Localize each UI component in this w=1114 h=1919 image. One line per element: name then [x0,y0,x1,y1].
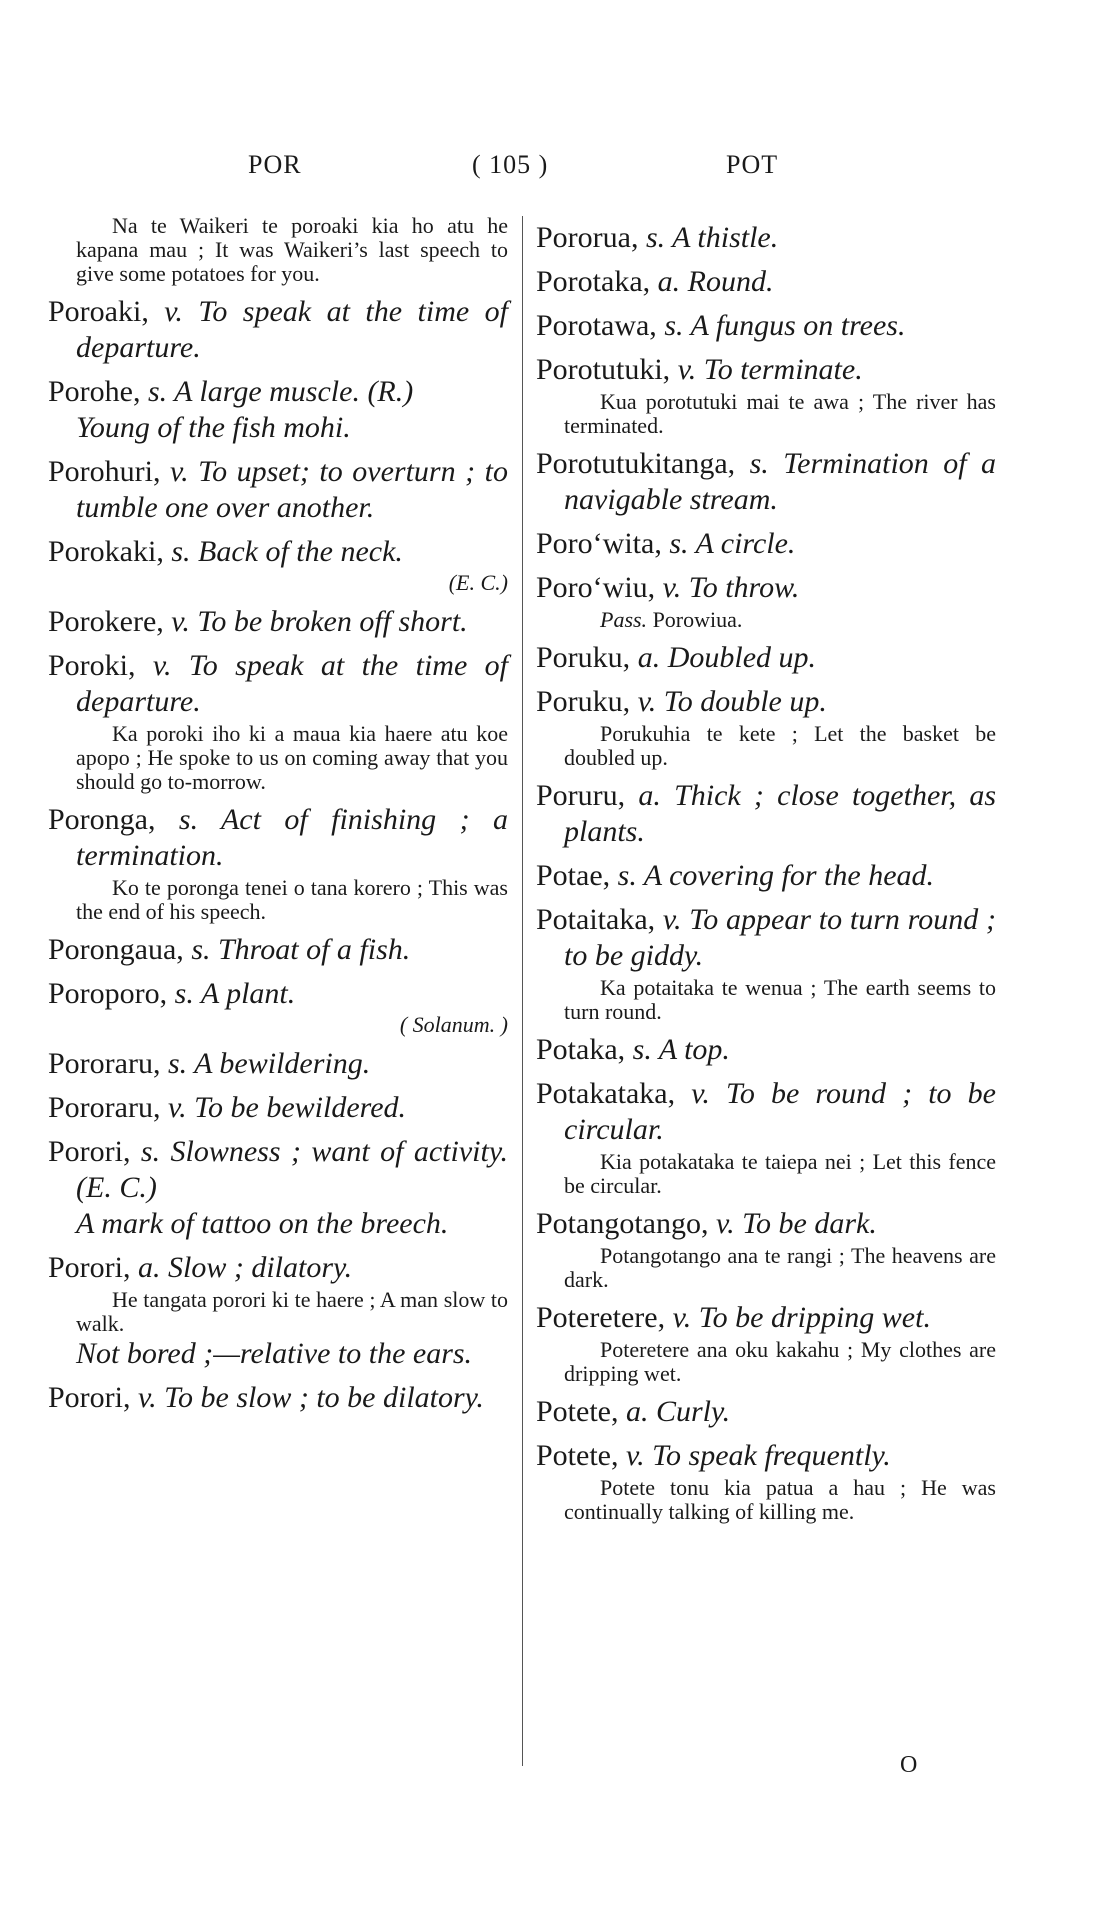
dictionary-entry [536,778,996,850]
entry-headword: Potaitaka, [536,903,656,936]
entry-definition: A top. [658,1033,730,1066]
entry-part-of-speech: v. [160,1091,195,1124]
usage-example: Potangotango ana te rangi ; The heavens are dark. [564,1243,996,1292]
entry-headword: Porongaua, [48,933,184,966]
entry-part-of-speech: s. [163,535,199,568]
entry-spacer [536,632,996,640]
entry-definition: To appear to turn round ; to be giddy. [564,903,996,972]
usage-example: Porukuhia te kete ; Let the basket be doubled up. [564,721,996,770]
dictionary-entry [536,526,996,562]
page-number: ( 105 ) [472,150,549,179]
entry-part-of-speech: s. [140,375,175,408]
entry-spacer [536,1386,996,1394]
entry-spacer [536,1068,996,1076]
entry-part-of-speech: a. [630,641,668,674]
usage-example: Ka poroki iho ki a maua kia haere atu koe apopo ; He spoke to us on coming away that you should go to-morrow. [76,721,508,794]
entry-headword: Poro‘wiu, [536,571,656,604]
entry-definition: Throat of a fish. [218,933,411,966]
entry-definition: To speak at the time of departure. [76,295,508,364]
entry-headword: Porotutuki, [536,353,671,386]
entry-spacer [48,1038,508,1046]
entry-definition: To speak at the time of departure. [76,649,508,718]
entry-spacer [48,640,508,648]
entry-part-of-speech: v. [630,685,664,718]
entry-spacer [48,1242,508,1250]
entry-part-of-speech: v. [163,605,198,638]
entry-part-of-speech: s. [656,309,691,342]
usage-example: Kia potakataka te taiepa nei ; Let this fence be circular. [564,1149,996,1198]
dictionary-entry [536,352,996,388]
usage-example: Potete tonu kia patua a hau ; He was continually talking of killing me. [564,1475,996,1524]
entry-part-of-speech: a. [650,265,688,298]
entry-spacer [536,1024,996,1032]
entry-spacer [536,894,996,902]
left-column [48,212,508,1416]
dictionary-entry [48,604,508,640]
usage-example: Ka potaitaka te wenua ; The earth seems to turn round. [564,975,996,1024]
dictionary-entry [536,570,996,606]
sub-definition: Young of the fish mohi. [76,411,351,444]
entry-part-of-speech: v. [160,455,199,488]
entry-source: ( Solanum. ) [399,1012,508,1037]
entry-spacer [536,344,996,352]
entry-part-of-speech: v. [655,571,689,604]
dictionary-entry [536,308,996,344]
entry-part-of-speech: v. [665,1301,699,1334]
entry-headword: Porotutukitanga, [536,447,736,480]
usage-example: Ko te poronga tenei o tana korero ; This was the end of his speech. [76,875,508,924]
dictionary-entry [48,976,508,1012]
dictionary-entry [48,932,508,968]
entry-headword: Pororaru, [48,1047,161,1080]
entry-part-of-speech: v. [655,903,690,936]
entry-definition: To double up. [663,685,827,718]
entry-part-of-speech: s. [661,527,696,560]
entry-headword: Potangotango, [536,1207,709,1240]
entry-part-of-speech: s. [160,1047,195,1080]
dictionary-entry [536,1206,996,1242]
dictionary-entry [48,1380,508,1416]
entry-headword: Poroaki, [48,295,149,328]
entry-definition: A thistle. [672,221,779,254]
entry-headword: Poruku, [536,641,631,674]
dictionary-entry [48,374,508,410]
entry-spacer [48,366,508,374]
entry-part-of-speech: s. [735,447,784,480]
entry-headword: Poruku, [536,685,631,718]
entry-definition: Slowness ; want of activity. [170,1135,508,1168]
entry-headword: Pororua, [536,221,639,254]
entry-headword: Poronga, [48,803,156,836]
entry-headword: Potae, [536,859,611,892]
entry-definition: Act of finishing ; a termination. [76,803,508,872]
entry-definition: A circle. [695,527,796,560]
entry-definition: To be dark. [742,1207,877,1240]
passive-text: Porowiua. [652,607,743,632]
entry-definition: To speak frequently. [652,1439,891,1472]
entry-headword: Porori, [48,1251,131,1284]
passive-form [536,608,996,632]
entry-spacer [536,676,996,684]
entry-part-of-speech: v. [135,649,189,682]
entry-definition: To upset; to overturn ; to tumble one over another. [76,455,508,524]
entry-headword: Porori, [48,1381,131,1414]
entry-headword: Poruru, [536,779,626,812]
entry-definition: Doubled up. [667,641,817,674]
entry-definition: A bewildering. [194,1047,371,1080]
entry-part-of-speech: s. [155,803,221,836]
entry-definition: Round. [687,265,774,298]
entry-part-of-speech: s. [183,933,218,966]
usage-example: Kua porotutuki mai te awa ; The river has terminated. [564,389,996,438]
entry-spacer [48,1126,508,1134]
entry-definition: Slow ; dilatory. [168,1251,353,1284]
entry-definition: To be dripping wet. [698,1301,931,1334]
entry-headword: Porokere, [48,605,164,638]
entry-spacer [536,438,996,446]
entry-part-of-speech: s. [167,977,201,1010]
dictionary-entry [536,1076,996,1148]
entry-spacer [536,562,996,570]
dictionary-entry [536,1394,996,1430]
usage-example: Na te Waikeri te poroaki kia ho atu he kapana mau ; It was Waikeri’s last speech to give some potatoes for you. [76,213,508,286]
dictionary-entry [48,454,508,526]
entry-part-of-speech: s. [130,1135,171,1168]
entry-definition: To be bewildered. [194,1091,407,1124]
entry-headword: Porotawa, [536,309,657,342]
entry-spacer [536,770,996,778]
entry-part-of-speech: a. [625,779,675,812]
entry-definition: A plant. [200,977,296,1010]
column-divider [522,216,523,1766]
entry-headword: Potete, [536,1395,619,1428]
dictionary-entry [536,1032,996,1068]
entry-definition: To be slow ; to be dilatory. [164,1381,484,1414]
entry-part-of-speech: v. [148,295,199,328]
entry-headword: Porori, [48,1135,131,1168]
usage-example: Poteretere ana oku kakahu ; My clothes are dripping wet. [564,1337,996,1386]
dictionary-entry [536,264,996,300]
entry-spacer [536,1430,996,1438]
entry-part-of-speech: v. [675,1077,726,1110]
entry-headword: Poteretere, [536,1301,666,1334]
entry-definition: To be broken off short. [197,605,468,638]
entry-spacer [48,526,508,534]
entry-spacer [48,446,508,454]
dictionary-entry [48,1134,508,1206]
dictionary-entry [536,220,996,256]
entry-definition: Termination of a navigable stream. [564,447,996,516]
entry-headword: Potete, [536,1439,619,1472]
entry-definition: A fungus on trees. [690,309,906,342]
entry-definition: To be round ; to be circular. [564,1077,996,1146]
entry-definition: To terminate. [703,353,863,386]
header-right: POT [726,150,779,179]
right-column [536,212,996,1524]
dictionary-entry [48,1250,508,1286]
dictionary-entry [536,446,996,518]
dictionary-entry [536,902,996,974]
page-header [0,150,1114,190]
entry-spacer [48,286,508,294]
entry-spacer [48,1372,508,1380]
dictionary-entry [536,640,996,676]
entry-headword: Porohe, [48,375,141,408]
entry-part-of-speech: a. [618,1395,656,1428]
entry-headword: Poroporo, [48,977,168,1010]
entry-headword: Poro‘wita, [536,527,662,560]
dictionary-entry [536,858,996,894]
entry-spacer [48,596,508,604]
entry-definition: A covering for the head. [643,859,935,892]
entry-source: (E. C.) [76,1171,157,1204]
dictionary-entry [48,1090,508,1126]
entry-headword: Porohuri, [48,455,161,488]
entry-headword: Potakataka, [536,1077,676,1110]
entry-definition: Thick ; close together, as plants. [564,779,996,848]
entry-headword: Porokaki, [48,535,164,568]
entry-headword: Pororaru, [48,1091,161,1124]
entry-part-of-speech: v. [130,1381,165,1414]
entry-headword: Potaka, [536,1033,626,1066]
entry-spacer [48,924,508,932]
entry-spacer [536,850,996,858]
entry-part-of-speech: v. [618,1439,653,1472]
dictionary-entry [536,1300,996,1336]
dictionary-entry [48,1046,508,1082]
entry-spacer [536,1198,996,1206]
entry-part-of-speech: a. [130,1251,168,1284]
entry-spacer [48,1082,508,1090]
dictionary-entry [48,648,508,720]
entry-part-of-speech: v. [708,1207,743,1240]
entry-spacer [536,256,996,264]
dictionary-entry [48,294,508,366]
dictionary-entry [536,1438,996,1474]
entry-definition: Curly. [656,1395,731,1428]
entry-spacer [536,518,996,526]
entry-source: (E. C.) [448,570,508,595]
sub-definition: Not bored ;—relative to the ears. [76,1337,473,1370]
entry-headword: Porotaka, [536,265,651,298]
passive-label: Pass. [600,607,653,632]
entry-spacer [536,300,996,308]
usage-example: He tangata porori ki te haere ; A man slow to walk. [76,1287,508,1336]
header-left: POR [248,150,302,179]
entry-part-of-speech: s. [638,221,673,254]
entry-spacer [536,1292,996,1300]
entry-part-of-speech: v. [670,353,704,386]
entry-part-of-speech: s. [610,859,644,892]
entry-definition: To throw. [688,571,800,604]
signature-mark: O [900,1752,918,1778]
entry-headword: Poroki, [48,649,136,682]
dictionary-entry [536,684,996,720]
dictionary-entry [48,534,508,570]
entry-spacer [48,794,508,802]
entry-definition: A large muscle. (R.) [174,375,414,408]
entry-definition: Back of the neck. [198,535,403,568]
entry-part-of-speech: s. [625,1033,659,1066]
entry-spacer [536,212,996,220]
entry-spacer [48,968,508,976]
sub-definition: A mark of tattoo on the breech. [76,1207,449,1240]
dictionary-entry [48,802,508,874]
